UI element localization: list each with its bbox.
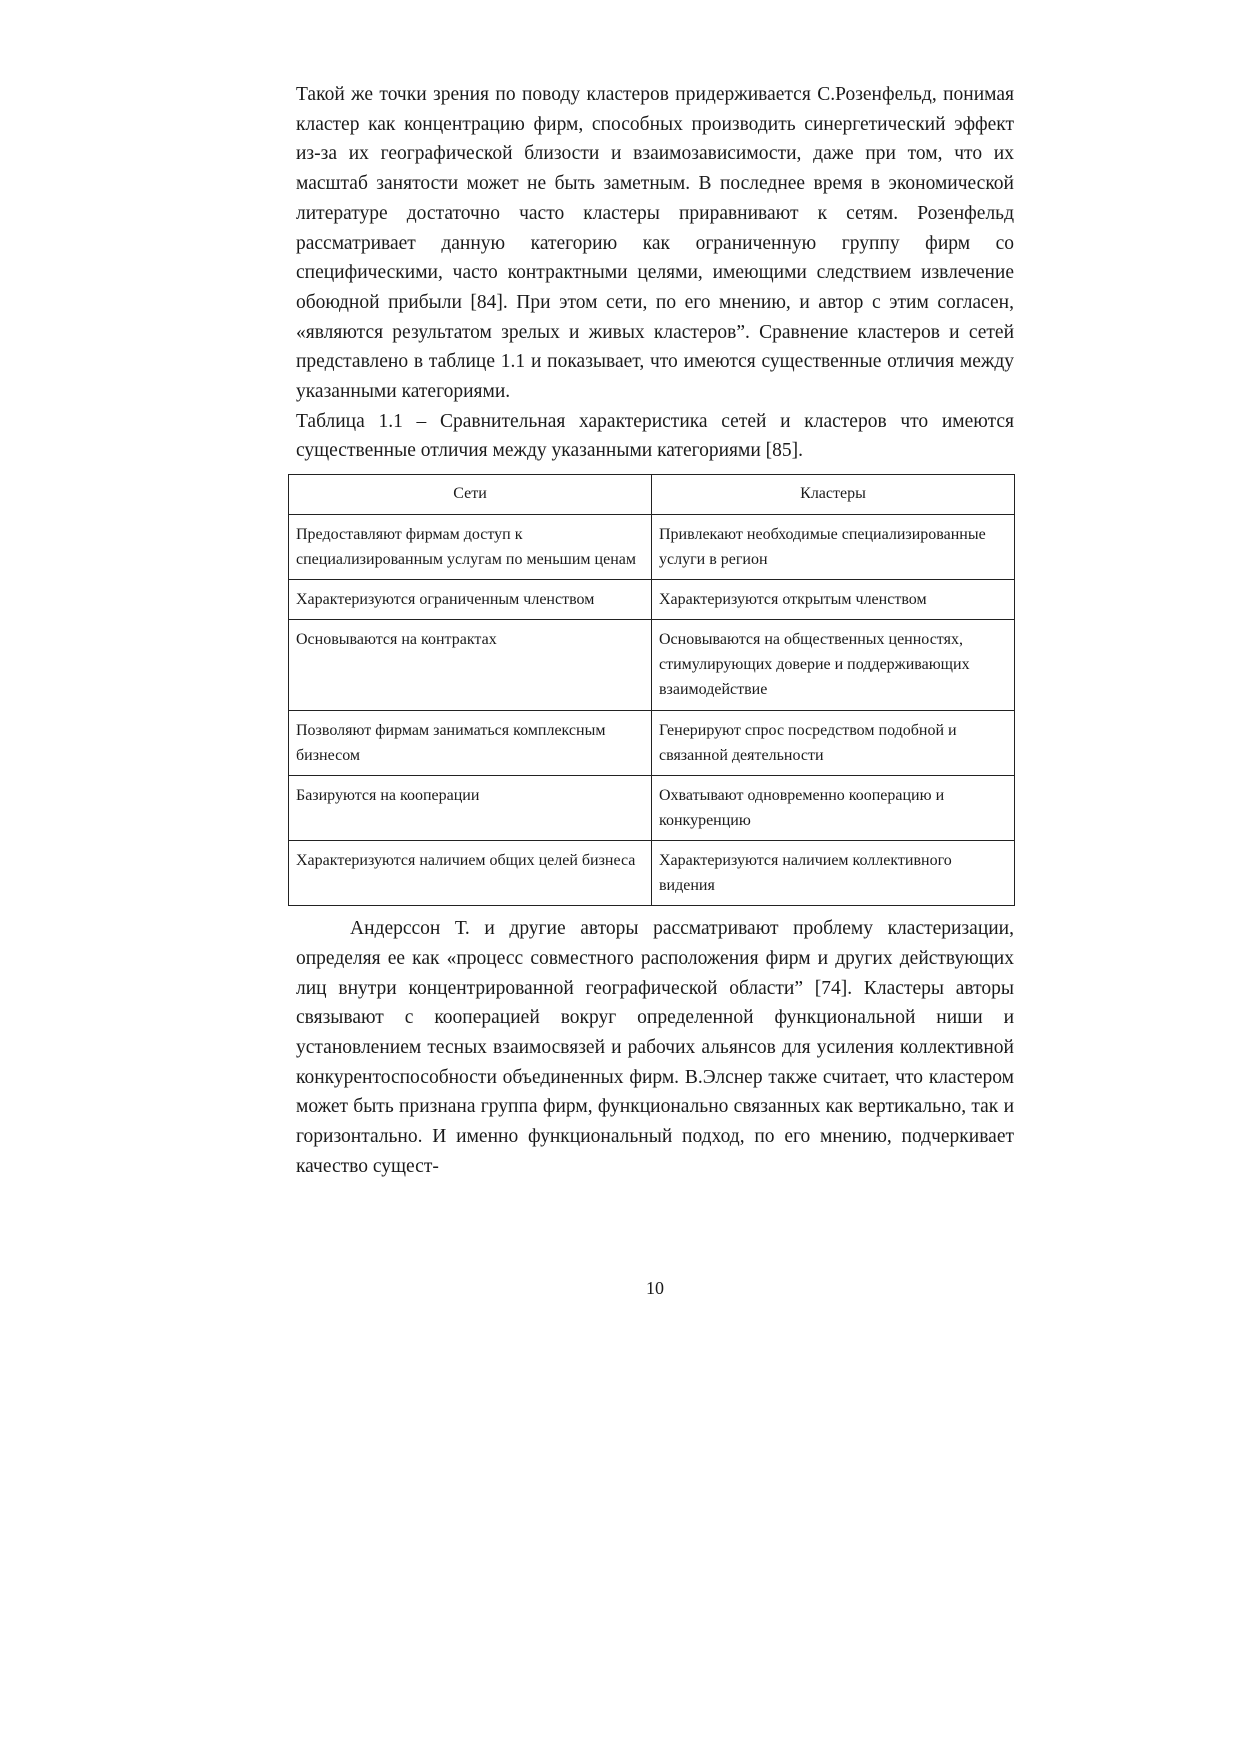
table-cell-clusters: Характеризуются наличием коллективного видения	[652, 841, 1015, 906]
table-cell-networks: Основываются на контрактах	[289, 620, 652, 711]
page-number: 10	[646, 1278, 664, 1298]
table-cell-clusters: Генерируют спрос посредством подобной и связанной деятельности	[652, 711, 1015, 776]
table-row	[289, 841, 1015, 906]
table-row	[289, 711, 1015, 776]
paragraph-andersson: Андерссон Т. и другие авторы рассматривают проблему кластеризации, определяя ее как «процесс совместного расположения фирм и других действующих лиц внутри концентрированной географической области” [74]. Кластеры авторы связывают с кооперацией вокруг определенной функциональной ниши и установлением тесных взаимосвязей и рабочих альянсов для усиления коллективной конкурентоспособности объединенных фирм. В.Элснер также считает, что кластером может быть признана группа фирм, функционально связанных как вертикально, так и горизонтально. И именно функциональный подход, по его мнению, подчеркивает качество сущест-	[296, 918, 1014, 1177]
table-cell-networks: Позволяют фирмам заниматься комплексным бизнесом	[289, 711, 652, 776]
table-cell-clusters: Привлекают необходимые специализированные услуги в регион	[652, 515, 1015, 580]
table-row	[289, 580, 1015, 620]
table-cell-networks: Предоставляют фирмам доступ к специализированным услугам по меньшим ценам	[289, 515, 652, 580]
document-page	[296, 80, 1014, 1298]
table-cell-clusters: Охватывают одновременно кооперацию и конкуренцию	[652, 776, 1015, 841]
comparison-table	[288, 474, 1015, 906]
header-clusters: Кластеры	[652, 475, 1015, 515]
table-cell-clusters: Характеризуются открытым членством	[652, 580, 1015, 620]
table-cell-clusters: Основываются на общественных ценностях, стимулирующих доверие и поддерживающих взаимодействие	[652, 620, 1015, 711]
table-caption: Таблица 1.1 – Сравнительная характеристика сетей и кластеров что имеются существенные отличия между указанными категориями [85].	[296, 410, 1014, 462]
table-row	[289, 515, 1015, 580]
table-cell-networks: Базируются на кооперации	[289, 776, 652, 841]
table-cell-networks: Характеризуются наличием общих целей бизнеса	[289, 841, 652, 906]
paragraph-rosenfeld: Такой же точки зрения по поводу кластеров придерживается С.Розенфельд, понимая кластер как концентрацию фирм, способных производить синергетический эффект из-за их географической близости и взаимозависимости, даже при том, что их масштаб занятости может не быть заметным. В последнее время в экономической литературе достаточно часто кластеры приравнивают к сетям. Розенфельд рассматривает данную категорию как ограниченную группу фирм со специфическими, часто контрактными целями, имеющими следствием извлечение обоюдной прибыли [84]. При этом сети, по его мнению, и автор с этим согласен, «являются результатом зрелых и живых кластеров”. Сравнение кластеров и сетей представлено в таблице 1.1 и показывает, что имеются существенные отличия между указанными категориями.	[296, 84, 1014, 403]
table-row	[289, 776, 1015, 841]
table-header-row	[289, 475, 1015, 515]
header-networks: Сети	[289, 475, 652, 515]
table-cell-networks: Характеризуются ограниченным членством	[289, 580, 652, 620]
table-row	[289, 620, 1015, 711]
